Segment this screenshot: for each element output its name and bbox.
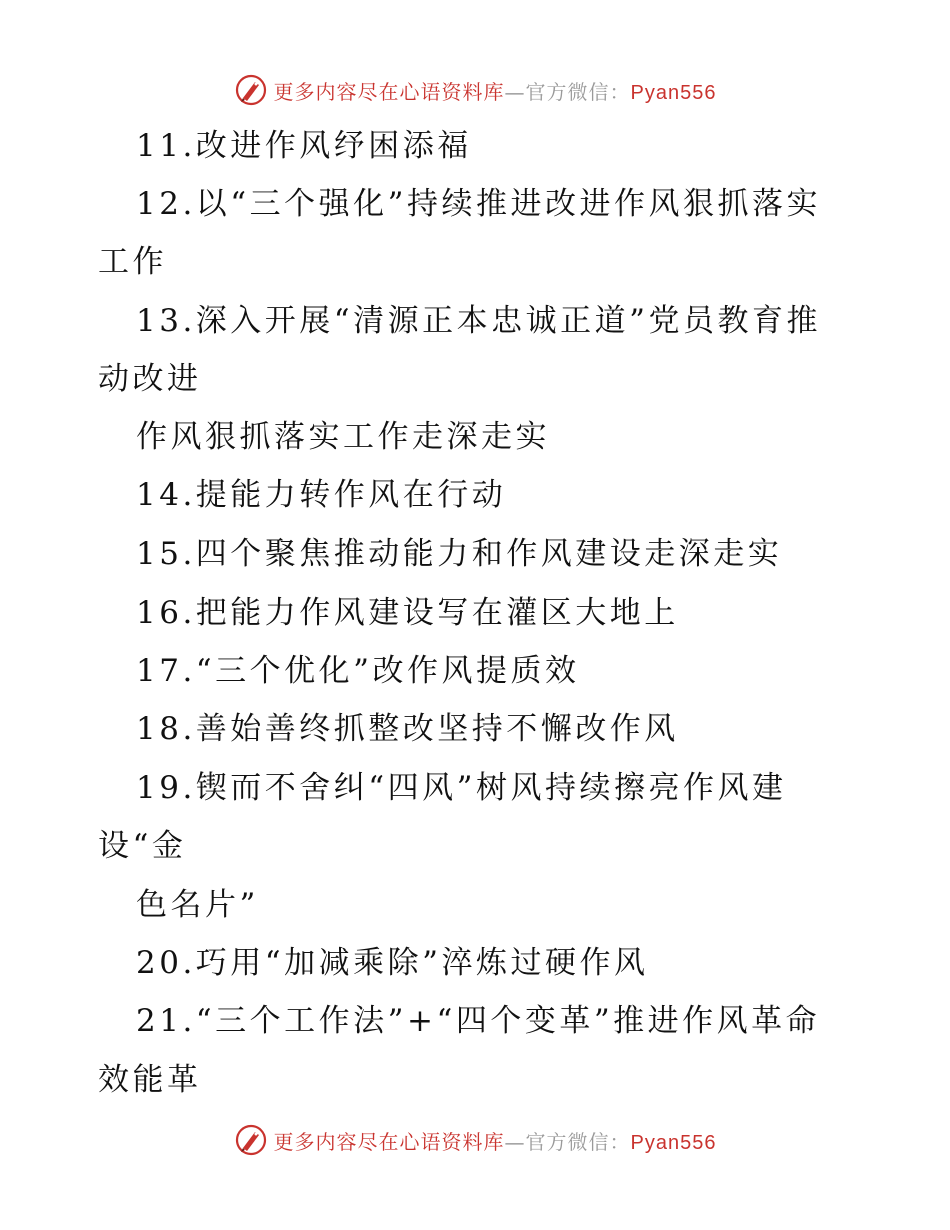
list-item: 11.改进作风纾困添福 bbox=[136, 128, 472, 164]
banner-title: 更多内容尽在心语资料库 bbox=[273, 79, 505, 104]
list-item-continuation: 工作 bbox=[98, 244, 167, 280]
banner-text bbox=[274, 76, 717, 105]
list-item: 19.锲而不舍纠“四风”树风持续擦亮作风建 bbox=[136, 770, 787, 806]
list-item: 12.以“三个强化”持续推进改进作风狠抓落实 bbox=[136, 186, 821, 222]
wechat-id: Pyan556 bbox=[630, 81, 717, 104]
banner-title: 更多内容尽在心语资料库 bbox=[273, 1129, 505, 1154]
list-item: 18.善始善终抓整改坚持不懈改作风 bbox=[136, 711, 679, 747]
header-banner bbox=[0, 70, 950, 110]
banner-separator: — bbox=[504, 1129, 526, 1154]
pen-logo-icon bbox=[234, 1123, 268, 1157]
list-item-continuation: 作风狠抓落实工作走深走实 bbox=[136, 419, 550, 455]
footer-banner bbox=[0, 1120, 950, 1160]
list-item: 14.提能力转作风在行动 bbox=[136, 477, 507, 513]
list-item: 20.巧用“加减乘除”淬炼过硬作风 bbox=[136, 945, 649, 981]
list-item-continuation: 动改进 bbox=[98, 361, 202, 397]
list-item: 13.深入开展“清源正本忠诚正道”党员教育推 bbox=[136, 303, 821, 339]
pen-logo-icon bbox=[234, 73, 268, 107]
banner-text bbox=[274, 1126, 717, 1155]
list-item-continuation: 色名片” bbox=[136, 887, 259, 923]
banner-separator: — bbox=[504, 79, 526, 104]
list-item-continuation: 效能革 bbox=[98, 1062, 202, 1098]
list-item: 17.“三个优化”改作风提质效 bbox=[136, 653, 580, 689]
wechat-label: 官方微信： bbox=[525, 79, 631, 104]
list-item: 15.四个聚焦推动能力和作风建设走深走实 bbox=[136, 536, 783, 572]
list-item: 16.把能力作风建设写在灌区大地上 bbox=[136, 595, 679, 631]
list-item: 21.“三个工作法”+“四个变革”推进作风革命 bbox=[136, 1003, 821, 1039]
wechat-label: 官方微信： bbox=[525, 1129, 631, 1154]
wechat-id: Pyan556 bbox=[630, 1131, 717, 1154]
list-item-continuation: 设“金 bbox=[98, 828, 187, 864]
